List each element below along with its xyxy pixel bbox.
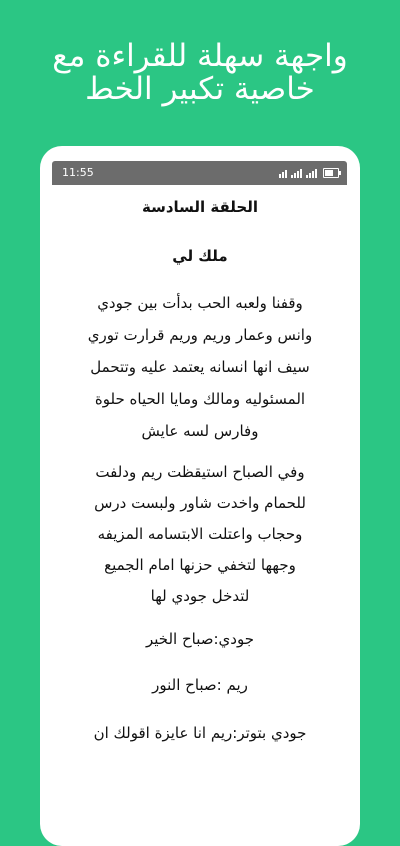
- text-line: وحجاب واعتلت الابتسامه المزيفه: [97, 525, 303, 543]
- status-time: 11:55: [62, 166, 94, 179]
- reader-content[interactable]: [65, 196, 335, 744]
- text-line: وجهها لتخفي حزنها امام الجميع: [104, 556, 296, 574]
- text-line: وانس وعمار وريم وريم قرارت توري: [87, 326, 313, 344]
- text-line: وفي الصباح استيقظت ريم ودلفت: [95, 463, 305, 481]
- wifi-icon: [279, 167, 287, 178]
- promo-line-1: واجهة سهلة للقراءة مع: [52, 38, 348, 74]
- text-line: وقفنا ولعبه الحب بدأت بين جودي: [97, 294, 303, 312]
- battery-icon: [323, 168, 339, 178]
- signal-icon-2: [306, 167, 317, 178]
- dialog-line-2: ريم :صباح النور: [152, 676, 248, 694]
- paragraph-2: [65, 457, 335, 612]
- status-icons: [279, 167, 339, 178]
- dialog-line-3: جودي بتوتر:ريم انا عايزة اقولك ان: [93, 724, 307, 742]
- text-line: للحمام واخدت شاور ولبست درس: [94, 494, 306, 512]
- status-bar: [52, 161, 347, 185]
- promo-line-2: خاصية تكبير الخط: [85, 71, 315, 107]
- paragraph-1: [65, 287, 335, 447]
- chapter-title: الحلقة السادسة: [141, 198, 259, 216]
- dialog-line-1: جودي:صباح الخير: [145, 630, 254, 648]
- story-heading: ملك لي: [172, 247, 228, 265]
- text-line: لتدخل جودي لها: [150, 587, 250, 605]
- phone-mockup: [40, 146, 360, 846]
- signal-icon: [291, 167, 302, 178]
- text-line: سيف انها انسانه يعتمد عليه وتتحمل: [90, 358, 310, 376]
- text-line: وفارس لسه عايش: [141, 422, 259, 440]
- promo-headline: [0, 40, 400, 106]
- text-line: المسئوليه ومالك ومايا الحياه حلوة: [94, 390, 306, 408]
